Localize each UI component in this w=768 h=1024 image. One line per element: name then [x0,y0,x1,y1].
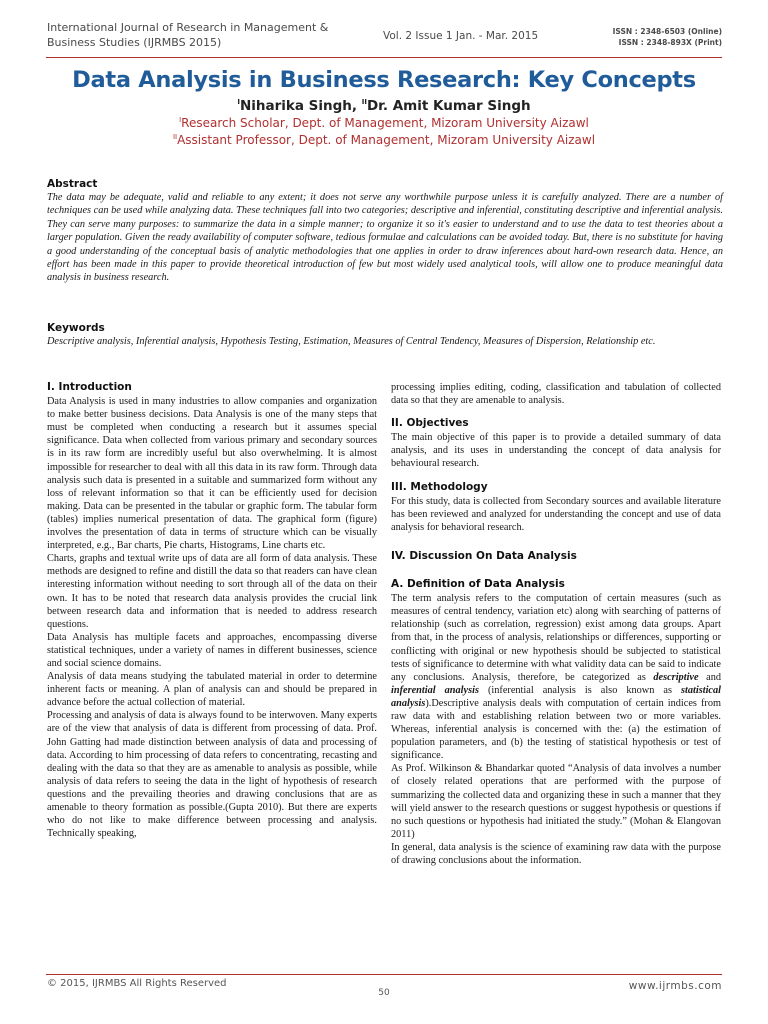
term-inferential: inferential analysis [391,684,479,696]
definition-paragraph-3: In general, data analysis is the science of examining raw data with the purpose of drawing conclusions about the information. [391,841,721,866]
definition-paragraph-1 [391,592,721,762]
abstract-section [47,178,723,285]
definition-heading: A. Definition of Data Analysis [391,578,565,591]
issn-print: ISSN : 2348-893X (Print) [618,38,722,47]
definition-p1-e: (inferential analysis is also known as [478,684,681,696]
page-header [0,0,768,58]
affiliation-1-sup: I [179,116,182,124]
website-link[interactable]: www.ijrmbs.com [628,980,722,992]
copyright: © 2015, IJRMBS All Rights Reserved [47,978,227,989]
header-divider [46,57,722,58]
author1-sup: I [237,98,240,106]
objectives-text: The main objective of this paper is to provide a detailed summary of data analysis, and its uses in understanding the concept of data analysis for behavioural research. [391,432,721,470]
journal-name [47,20,347,50]
definition-p1-a: The term analysis refers to the computation of certain measures (such as measures of central tendency, variation etc) along with searching of patterns of relationship (such as correlation, regression) exist among data groups. Apart from that, in the process of analysis, relationships or differences, supporting or conflicting with original or new hypothesis should be subjected to statistical tests of significance to determine with what validity data can be said to indicate any conclusions. Analysis, therefore, be categorized as [391,593,721,683]
right-column [391,381,721,867]
methodology-heading: III. Methodology [391,480,488,493]
footer-divider [46,974,722,975]
volume-issue: Vol. 2 Issue 1 Jan. - Mar. 2015 [383,30,539,42]
objectives-heading: II. Objectives [391,417,469,430]
introduction-heading: I. Introduction [47,381,132,393]
issn-info [613,26,722,48]
affiliation-2-sup: II [172,133,178,141]
affiliation-2 [0,133,768,147]
issn-online: ISSN : 2348-6503 (Online) [612,27,722,36]
author-line [0,98,768,114]
definition-paragraph-2: As Prof. Wilkinson & Bhandarkar quoted “Analysis of data involves a number of closely related operations that are performed with the purpose of summarizing the collected data and organizing these in such a manner that they will yield answer to the research questions or suggest hypothesis or questions if no such questions or hypothesis had initiated the study.” (Mohan & Elangovan 2011) [391,763,721,840]
affiliation-1-text: Research Scholar, Dept. of Management, Mizoram University Aizawl [181,116,589,130]
intro-paragraph-4: Analysis of data means studying the tabulated material in order to determine inherent facts or meaning. A plan of analysis can and should be prepared in advance before the actual collection of material. [47,671,377,709]
term-statistical: statistical analysis [391,684,722,709]
definition-p1-c: and [698,671,721,683]
abstract-heading: Abstract [47,178,98,190]
abstract-text: The data may be adequate, valid and reliable to any extent; it does not serve any worthwhile purpose unless it is carefully analyzed. There are a number of techniques can be used while analyzing data. These techniques fall into two categories; descriptive and inferential, constituting descriptive and inferential analysis. They can serve many purposes: to summarize the data in a simple manner; to organize it so it's easier to understand and to use the data to test theories about a larger population. Given the ready availability of computer software, tedious formulae and calculations can be avoided today. But, there is no substitute for having a good understanding of the conceptual basis of analytic methodologies that one applies in order to draw inferences about hard-own research data. Hence, an effort has been made in this paper to provide theoretical introduction of few but most widely used analytical tools, will allow one to produce meaningful data analysis in business research. [47,192,723,284]
methodology-text: For this study, data is collected from Secondary sources and available literature has been reviewed and analyzed for understanding the concept and use of data analysis for behavioral research. [391,495,721,533]
processing-paragraph: processing implies editing, coding, classification and tabulation of collected data so that they are amenable to analysis. [391,382,721,407]
discussion-heading: IV. Discussion On Data Analysis [391,549,577,562]
author1: Niharika Singh, [239,98,362,114]
keywords-section [47,322,723,348]
page-number: 50 [378,988,390,998]
journal-name-line1: International Journal of Research in Management & [47,21,329,34]
journal-name-line2: Business Studies (IJRMBS 2015) [47,36,222,49]
affiliation-1 [0,116,768,130]
keywords-heading: Keywords [47,322,105,334]
intro-paragraph-3: Data Analysis has multiple facets and approaches, encompassing diverse statistical techniques, under a variety of names in different businesses, science and social science domains. [47,631,377,669]
term-descriptive: descriptive [653,671,699,683]
intro-paragraph-2: Charts, graphs and textual write ups of data are all form of data analysis. These methods are designed to refine and distill the data so that readers can have clean interesting information without needing to sort through all of the data on their own. It has to be noted that research data analysis provides the crucial link between research data and information that is needed to address research questions. [47,553,377,630]
intro-paragraph-5: Processing and analysis of data is always found to be interwoven. Many experts are of the view that analysis of data is different from processing of data. Prof. John Gatting had made distinction between analysis of data and processing of data. According to him processing of data refers to concentrating, recasting and dealing with the data so that they are as amenable to analysis as possible, while analysis of data refers to seeing the data in the light of hypothesis of research questions and the prevailing theories and drawing conclusions that are as amenable to theory formation as possible.(Gupta 2010). But there are experts who do not like to make difference between processing and analysis. Technically speaking, [47,710,377,840]
author2: Dr. Amit Kumar Singh [366,98,531,114]
left-column [47,381,377,840]
author2-sup: II [361,98,367,106]
keywords-text: Descriptive analysis, Inferential analysis, Hypothesis Testing, Estimation, Measures of Central Tendency, Measures of Dispersion, Relationship etc. [47,336,656,347]
intro-paragraph-1: Data Analysis is used in many industries to allow companies and organization to make better business decisions. Data Analysis is one of the many steps that must be completed when conducting a research but it assumes special significance. Data when collected from various primary and secondary sources is in its raw form are incredibly useful but also overwhelming. It is almost impossible for researcher to deal with all this data in its raw form. Through data analysis such data is presented in a suitable and summarized form without any loss of relevant information so that it can be efficiently used for decision making. Data can be presented in the tabular or graphic form. The tabular form (tables) implies numerical presentation of data. The graphical form (figure) involves the presentation of data in terms of structure which can be visually interpreted, e.g., Bar charts, Pie charts, Histograms, Line charts etc. [47,396,377,552]
affiliation-2-text: Assistant Professor, Dept. of Management, Mizoram University Aizawl [177,133,596,147]
paper-title: Data Analysis in Business Research: Key Concepts [72,67,696,93]
definition-p1-g: ).Descriptive analysis deals with computation of certain indices from raw data with and establishing relation between two or more variables. Whereas, inferential analysis is concerned with the: (a) the estimation of population parameters, and (b) the testing of statistical hypothesis or test of significance. [391,697,721,762]
